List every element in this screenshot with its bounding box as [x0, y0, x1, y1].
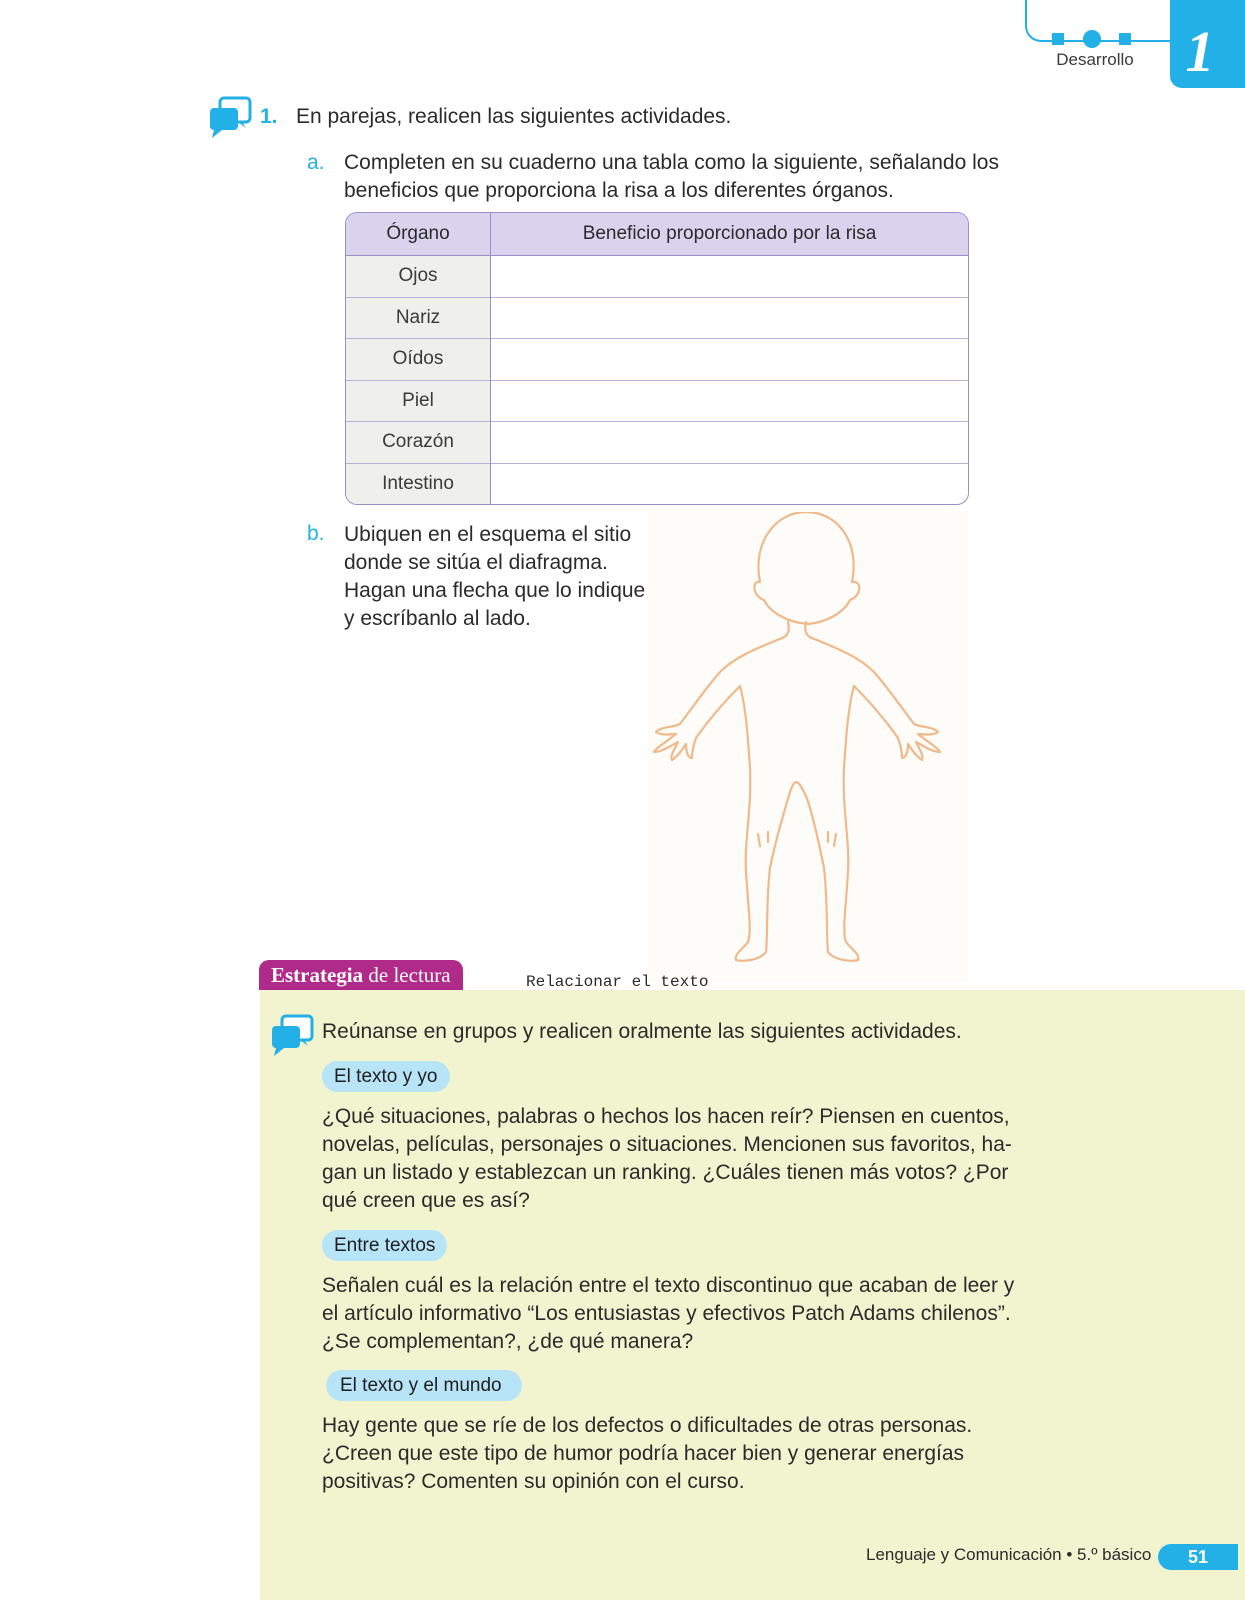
- paragraph-line: novelas, películas, personajes o situaciones. Mencionen sus favoritos, ha-: [322, 1133, 1012, 1156]
- item-a-line-2: beneficios que proporciona la risa a los diferentes órganos.: [344, 179, 894, 202]
- strategy-intro: Reúnanse en grupos y realicen oralmente las siguientes actividades.: [322, 1020, 962, 1043]
- progress-square-icon: [1052, 33, 1064, 45]
- item-b-line-4: y escríbanlo al lado.: [344, 607, 531, 630]
- item-b-letter: b.: [307, 522, 325, 545]
- organ-cell: Nariz: [346, 297, 491, 339]
- progress-current-dot-icon: [1083, 30, 1101, 48]
- progress-square-icon: [1119, 33, 1131, 45]
- paragraph-line: el artículo informativo “Los entusiastas y efectivos Patch Adams chilenos”.: [322, 1302, 1011, 1325]
- organ-cell: Corazón: [346, 422, 491, 464]
- item-b-line-2: donde se sitúa el diafragma.: [344, 551, 608, 574]
- item-b-line-3: Hagan una flecha que lo indique: [344, 579, 646, 602]
- benefit-cell: [491, 339, 969, 381]
- table-row: [346, 422, 968, 464]
- activity-number: 1.: [260, 105, 278, 128]
- organ-benefit-table: [345, 212, 969, 505]
- strategy-tab-rest: de lectura: [368, 963, 451, 987]
- paragraph-line: ¿Qué situaciones, palabras o hechos los hacen reír? Piensen en cuentos,: [322, 1105, 1010, 1128]
- column-header-organ: Órgano: [346, 213, 491, 256]
- section-label-pill: El texto y el mundo: [326, 1370, 522, 1401]
- paragraph-line: ¿Creen que este tipo de humor podría hacer bien y generar energías: [322, 1442, 965, 1465]
- benefit-cell: [491, 463, 969, 504]
- organ-cell: Piel: [346, 380, 491, 422]
- table-row: [346, 463, 968, 504]
- benefit-cell: [491, 297, 969, 339]
- section-label-pill: El texto y yo: [322, 1061, 450, 1092]
- item-a-line-1: Completen en su cuaderno una tabla como la siguiente, señalando los: [344, 151, 999, 174]
- page-number: 51: [1158, 1544, 1238, 1570]
- activity-instruction: En parejas, realicen las siguientes actividades.: [295, 105, 732, 128]
- activity-1: [260, 103, 731, 131]
- strategy-tab-bold: Estrategia: [271, 963, 364, 987]
- paragraph-line: positivas? Comenten su opinión con el curso.: [322, 1470, 745, 1493]
- benefit-cell: [491, 380, 969, 422]
- group-dialog-icon: [270, 1014, 316, 1058]
- table-row: [346, 339, 968, 381]
- pair-dialog-icon: [208, 96, 254, 140]
- item-b-line-1: Ubiquen en el esquema el sitio: [344, 523, 632, 546]
- section-label-pill: Entre textos: [322, 1230, 447, 1261]
- footer-subject: Lenguaje y Comunicación • 5.º básico: [866, 1545, 1152, 1564]
- header-frame-line: [1025, 0, 1177, 42]
- paragraph-line: Hay gente que se ríe de los defectos o dificultades de otras personas.: [322, 1414, 973, 1437]
- item-a-letter: a.: [307, 151, 325, 174]
- table-row: [346, 380, 968, 422]
- human-body-outline-icon: [648, 512, 968, 982]
- table-row: [346, 297, 968, 339]
- strategy-subtitle: Relacionar el texto: [526, 973, 709, 991]
- paragraph-line: gan un listado y establezcan un ranking. ¿Cuáles tienen más votos? ¿Por: [322, 1161, 1009, 1184]
- benefit-cell: [491, 256, 969, 298]
- section-paragraph: [322, 1412, 1022, 1496]
- paragraph-line: ¿Se complementan?, ¿de qué manera?: [322, 1330, 694, 1353]
- strategy-tab: [259, 960, 463, 990]
- table-header-row: [346, 213, 968, 256]
- section-paragraph: [322, 1272, 1022, 1356]
- organ-cell: Oídos: [346, 339, 491, 381]
- section-paragraph: [322, 1103, 1022, 1215]
- column-header-benefit: Beneficio proporcionado por la risa: [491, 213, 969, 256]
- organ-cell: Ojos: [346, 256, 491, 298]
- paragraph-line: qué creen que es así?: [322, 1189, 530, 1212]
- table-row: [346, 256, 968, 298]
- section-label: Desarrollo: [1056, 50, 1134, 69]
- unit-number: 1: [1185, 19, 1215, 84]
- paragraph-line: Señalen cuál es la relación entre el texto discontinuo que acaban de leer y: [322, 1274, 1015, 1297]
- benefit-cell: [491, 422, 969, 464]
- organ-cell: Intestino: [346, 463, 491, 504]
